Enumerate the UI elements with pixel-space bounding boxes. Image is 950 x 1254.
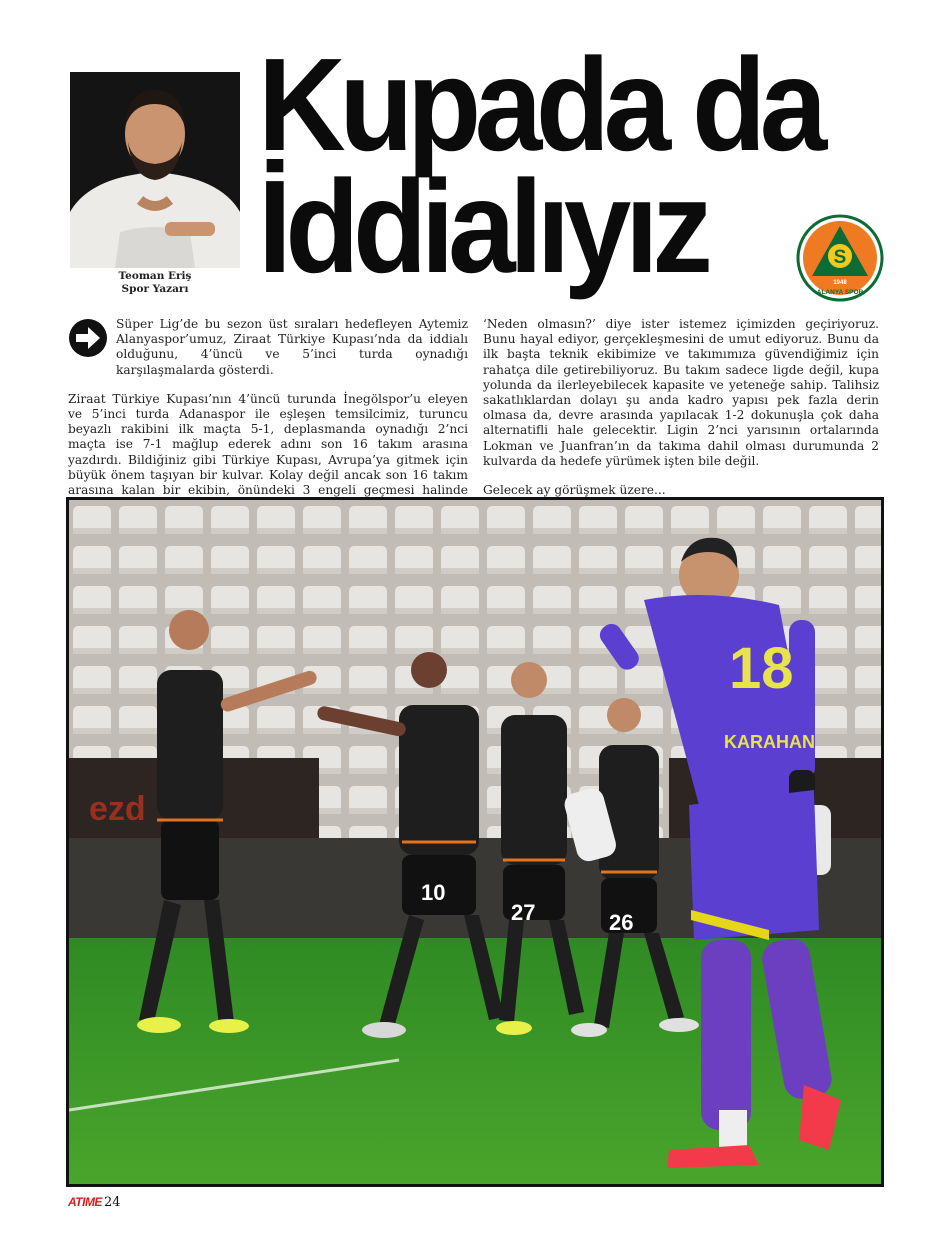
svg-text:ezd: ezd [89,790,146,828]
author-role: Spor Yazarı [121,283,189,295]
player-number-27: 27 [511,900,536,925]
author-caption [70,270,240,296]
alanyaspor-logo [796,214,884,302]
keeper-name: KARAHAN [724,732,815,752]
logo-year: 1948 [833,280,847,286]
author-name: Teoman Eriş [118,270,192,282]
author-photo [70,72,240,268]
article-paragraph-3: ‘Neden olmasın?’ diye ister istemez içimizden geçiriyoruz. Bunu hayal ediyor, gerçekleşmesini de umut ediyoruz. Bunu da ilk başta teknik ekibimize ve takımımıza güvendiğimiz için rahatça dile getirebiliyoruz. Bu takım sadece ligde değil, kupa yolunda da ilerleyebilecek kapasite ve yeteneğe sahip. Talihsiz sakatlıklardan dolayı şu anda kadro yapısı pek fazla derin olmasa da, devre arasında yapılacak 1-2 dokunuşla çok daha alternatifli hale gelecektir. Ligin 2’nci yarısının ortalarında Lokman ve Juanfran’ın da takıma dahil olması durumunda 2 kulvarda da hedefe yürümek işten bile değil. [483,317,879,468]
headline-line2: İddialıyız [258,153,707,300]
article-column-left [68,317,468,527]
player-number-26: 26 [609,910,634,935]
page-footer [68,1194,121,1210]
headline-line1: Kupada da [258,31,821,178]
player-number-10: 10 [421,880,446,905]
article-paragraph-2: Ziraat Türkiye Kupası’nın 4’üncü turunda İnegölspor’u eleyen ve 5’inci turda Adanaspor ile eşleşen temsilcimiz, turuncu beyazlı rakibini ilk maçta 5-1, deplasmanda oynadığı 2’nci maçta ise 7-1 mağlup ederek adını son 16 takım arasına yazdırdı. Bildiğiniz gibi Türkiye Kupası, Avrupa’ya gitmek için büyük önem taşıyan bir kulvar. Kolay değil ancak son 16 takım arasına kalan bir ekibin, önündeki 3 engeli geçmesi halinde [68,391,468,498]
match-photo [66,497,884,1187]
article-column-right [483,317,879,527]
magazine-brand: ATIME [68,1195,102,1209]
keeper-number: 18 [729,636,794,701]
article-paragraph-1: Süper Lig’de bu sezon üst sıraları hedefleyen Aytemiz Alanyaspor’umuz, Ziraat Türkiye Kupası’nda da iddialı olduğunu, 4’üncü ve 5’inci turda oynadığı karşılaşmalarda gösterdi. [116,317,468,377]
logo-club: ALANYA SPOR [816,289,864,296]
logo-letter: S [833,247,847,268]
page-number: 24 [103,1194,121,1210]
article-paragraph-4: Gelecek ay görüşmek üzere... [483,483,666,498]
